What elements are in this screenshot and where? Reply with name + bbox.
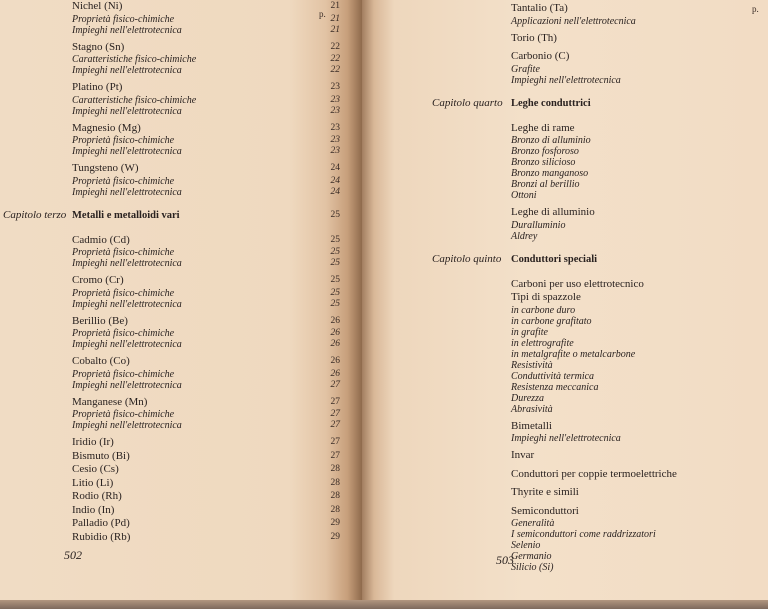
toc-entry [0, 490, 340, 504]
entry-page-number: 24 [330, 163, 340, 173]
entry-text: Invar [511, 449, 535, 461]
entry-page-number: 28 [330, 464, 340, 474]
toc-entry [0, 355, 340, 369]
entry-text: Leghe di alluminio [511, 206, 595, 218]
entry-page-number: 21 [330, 24, 340, 35]
chapter-heading [0, 209, 340, 229]
entry-text: Proprietà fisico-chimiche [72, 368, 175, 380]
toc-subentry [0, 420, 340, 431]
entry-text: Carbonio (C) [511, 50, 570, 62]
toc-entry-group [0, 315, 340, 351]
chapter-heading [362, 253, 768, 273]
entry-text: Cadmio (Cd) [72, 233, 130, 246]
toc-subentry [362, 518, 768, 529]
toc-entry-group [362, 206, 768, 242]
entry-page-number: 28 [330, 504, 340, 515]
toc-subentry [362, 371, 768, 382]
entry-page-number: 29 [330, 518, 340, 528]
page-label: p. [319, 9, 326, 19]
entry-text: Impieghi nell'elettrotecnica [72, 420, 182, 431]
table-edge [0, 600, 768, 609]
entry-page-number: 22 [330, 54, 340, 64]
entry-text: Semiconduttori [511, 504, 579, 517]
entry-page-number: 27 [330, 396, 340, 407]
entry-page-number: 23 [330, 105, 340, 116]
entry-text: Cromo (Cr) [72, 274, 124, 286]
toc-entry [362, 32, 768, 46]
entry-text: in grafite [511, 326, 548, 338]
entry-page-number: 23 [330, 135, 340, 145]
entry-text: Impieghi nell'elettrotecnica [511, 433, 621, 444]
toc-subentry [362, 382, 768, 393]
entry-text: Indio (In) [72, 503, 115, 516]
entry-text: Generalità [511, 518, 555, 529]
entry-text: Resistenza meccanica [511, 381, 599, 393]
entry-page-number: 27 [330, 379, 340, 390]
toc-subentry [362, 433, 768, 444]
toc-entry-group [362, 486, 768, 500]
entry-text: Proprietà fisico-chimiche [72, 247, 175, 258]
toc-entry [362, 291, 768, 305]
entry-text: Cobalto (Co) [72, 355, 130, 367]
entry-text: Magnesio (Mg) [72, 121, 141, 134]
toc-entry [0, 162, 340, 176]
toc-entry [362, 206, 768, 220]
toc-entry-group [362, 50, 768, 86]
right-page [362, 0, 768, 600]
entry-text: Bronzo manganoso [511, 168, 589, 179]
toc-subentry [0, 176, 340, 187]
entry-text: Carboni per uso elettrotecnico [511, 277, 644, 290]
toc-subentry [0, 187, 340, 198]
chapter-label: Capitolo terzo [3, 208, 67, 221]
entry-page-number: 28 [330, 477, 340, 488]
toc-subentry [0, 65, 340, 76]
entry-page-number: 25 [330, 234, 340, 245]
chapter-heading [362, 97, 768, 117]
toc-entry-group [0, 162, 340, 198]
entry-text: Palladio (Pd) [72, 517, 130, 529]
toc-subentry [362, 64, 768, 75]
toc-entry [0, 396, 340, 410]
toc-subentry [0, 146, 340, 157]
entry-text: Bismuto (Bi) [72, 449, 130, 462]
toc-subentry [362, 349, 768, 360]
toc-subentry [0, 106, 340, 117]
chapter-title [0, 209, 340, 229]
entry-text: in carbone duro [511, 304, 576, 316]
entry-text: Bronzo di alluminio [511, 135, 591, 146]
entry-text: Bronzo silicioso [511, 157, 576, 168]
entry-text: Impieghi nell'elettrotecnica [511, 74, 621, 86]
entry-text: Conduttori per coppie termoelettriche [511, 467, 677, 480]
toc-subentry [362, 146, 768, 157]
entry-text: Iridio (Ir) [72, 436, 114, 448]
toc-right-column [362, 2, 768, 578]
entry-page-number: 26 [330, 368, 340, 379]
entry-page-number: 23 [330, 94, 340, 105]
chapter-title [362, 97, 768, 117]
entry-text: Duralluminio [511, 219, 566, 231]
entry-text: Impieghi nell'elettrotecnica [72, 65, 182, 76]
toc-entry-group [0, 436, 340, 544]
entry-text: Abrasività [511, 403, 553, 415]
entry-text: Aldrey [511, 230, 538, 242]
toc-entry [0, 463, 340, 477]
toc-subentry [362, 135, 768, 146]
entry-page-number: 27 [330, 409, 340, 419]
entry-text: Impieghi nell'elettrotecnica [72, 186, 182, 198]
entry-page-number: 26 [330, 315, 340, 326]
entry-text: Bimetalli [511, 419, 552, 432]
toc-subentry [0, 328, 340, 339]
toc-entry [362, 2, 768, 16]
toc-subentry [362, 316, 768, 327]
page-number-folio: 503 [496, 553, 514, 567]
entry-text: Proprietà fisico-chimiche [72, 409, 175, 420]
toc-subentry [362, 179, 768, 190]
toc-subentry [0, 14, 340, 25]
toc-subentry [362, 305, 768, 316]
entry-text: Proprietà fisico-chimiche [72, 328, 175, 339]
toc-entry-group [0, 274, 340, 310]
toc-entry [362, 122, 768, 136]
entry-text: Conduttività termica [511, 370, 595, 382]
chapter-label: Capitolo quinto [432, 252, 502, 265]
toc-subentry [0, 258, 340, 269]
entry-text: Silicio (Si) [511, 562, 554, 573]
entry-text: Tantalio (Ta) [511, 2, 568, 14]
entry-text: Impieghi nell'elettrotecnica [72, 339, 182, 350]
entry-page-number: 22 [330, 41, 340, 52]
entry-text: Proprietà fisico-chimiche [72, 175, 175, 187]
toc-entry [0, 531, 340, 545]
toc-subentry [362, 16, 768, 27]
left-page [0, 0, 362, 600]
entry-text: Impieghi nell'elettrotecnica [72, 258, 182, 269]
toc-subentry [362, 360, 768, 371]
toc-entry-group [0, 81, 340, 117]
entry-text: Ottoni [511, 190, 537, 201]
entry-page-number: 23 [330, 82, 340, 92]
chapter-label: Capitolo quarto [432, 96, 503, 109]
entry-text: Nichel (Ni) [72, 0, 123, 12]
entry-text: Tungsteno (W) [72, 162, 139, 174]
entry-text: I semiconduttori come raddrizzatori [511, 529, 656, 540]
toc-subentry [362, 190, 768, 201]
entry-page-number: 25 [330, 275, 340, 285]
entry-text: Leghe conduttrici [511, 97, 591, 109]
entry-page-number: 21 [330, 13, 340, 24]
entry-text: Proprietà fisico-chimiche [72, 287, 175, 299]
entry-text: Rubidio (Rb) [72, 530, 131, 543]
toc-entry-group [362, 468, 768, 482]
entry-text: Torio (Th) [511, 31, 557, 44]
entry-text: Proprietà fisico-chimiche [72, 135, 175, 146]
toc-entry [0, 436, 340, 450]
toc-subentry [362, 75, 768, 86]
toc-subentry [362, 540, 768, 551]
entry-text: Impieghi nell'elettrotecnica [72, 146, 182, 157]
toc-subentry [0, 247, 340, 258]
toc-subentry [362, 327, 768, 338]
entry-text: Litio (Li) [72, 476, 114, 489]
entry-text: Impieghi nell'elettrotecnica [72, 298, 182, 310]
toc-subentry [362, 551, 768, 562]
entry-text: Grafite [511, 63, 540, 75]
toc-entry [0, 517, 340, 531]
toc-subentry [362, 393, 768, 404]
entry-text: Caratteristiche fisico-chimiche [72, 54, 197, 65]
toc-entry [0, 81, 340, 95]
toc-subentry [362, 168, 768, 179]
entry-page-number: 23 [330, 122, 340, 133]
toc-entry-group [0, 396, 340, 432]
page-label: p. [752, 4, 759, 14]
entry-text: Cesio (Cs) [72, 463, 119, 475]
entry-text: Durezza [511, 392, 544, 404]
entry-text: in elettrografite [511, 337, 574, 349]
toc-subentry [0, 288, 340, 299]
entry-text: Rodio (Rh) [72, 490, 122, 502]
toc-entry [362, 50, 768, 64]
entry-page-number: 26 [330, 328, 340, 338]
entry-page-number: 22 [330, 65, 340, 75]
toc-entry [0, 0, 340, 14]
entry-text: Metalli e metalloidi vari [72, 209, 180, 221]
entry-text: Impieghi nell'elettrotecnica [72, 105, 182, 117]
entry-text: Conduttori speciali [511, 253, 598, 265]
toc-entry [362, 278, 768, 292]
entry-page-number: 25 [330, 287, 340, 298]
toc-entry-group [0, 41, 340, 77]
toc-subentry [0, 25, 340, 36]
toc-left-column [0, 0, 340, 549]
toc-entry-group [362, 420, 768, 445]
entry-page-number: 25 [330, 209, 340, 220]
entry-text: Tipi di spazzole [511, 291, 581, 303]
toc-subentry [362, 562, 768, 573]
toc-subentry [0, 409, 340, 420]
toc-entry-group [0, 355, 340, 391]
entry-text: Applicazioni nell'elettrotecnica [511, 15, 636, 27]
toc-subentry [362, 338, 768, 349]
toc-subentry [0, 380, 340, 391]
toc-entry [0, 450, 340, 464]
toc-entry-group [362, 278, 768, 415]
toc-entry-group [362, 32, 768, 46]
toc-entry [362, 468, 768, 482]
toc-subentry [0, 95, 340, 106]
entry-text: in metalgrafite o metalcarbone [511, 348, 636, 360]
toc-entry [0, 477, 340, 491]
toc-entry-group [0, 0, 340, 36]
entry-text: Resistività [511, 359, 553, 371]
toc-entry [362, 505, 768, 519]
toc-entry [0, 315, 340, 329]
entry-page-number: 23 [330, 146, 340, 156]
toc-subentry [362, 157, 768, 168]
entry-text: Bronzi al berillio [511, 179, 580, 190]
entry-page-number: 24 [330, 175, 340, 186]
entry-text: Leghe di rame [511, 121, 575, 134]
toc-subentry [0, 339, 340, 350]
entry-page-number: 25 [330, 298, 340, 309]
entry-page-number: 21 [330, 1, 340, 11]
toc-subentry [362, 220, 768, 231]
entry-page-number: 28 [330, 491, 340, 501]
toc-subentry [362, 231, 768, 242]
toc-entry [362, 420, 768, 434]
toc-entry [362, 449, 768, 463]
entry-text: Bronzo fosforoso [511, 146, 579, 157]
entry-text: Selenio [511, 540, 541, 551]
toc-entry-group [362, 449, 768, 463]
toc-entry-group [362, 122, 768, 202]
entry-text: Manganese (Mn) [72, 395, 148, 408]
toc-subentry [0, 299, 340, 310]
entry-page-number: 27 [330, 437, 340, 447]
entry-text: Impieghi nell'elettrotecnica [72, 379, 182, 391]
entry-page-number: 24 [330, 186, 340, 197]
entry-text: Proprietà fisico-chimiche [72, 13, 175, 25]
entry-text: Platino (Pt) [72, 81, 123, 93]
toc-subentry [362, 404, 768, 415]
entry-page-number: 27 [330, 450, 340, 461]
toc-entry-group [362, 2, 768, 27]
toc-subentry [0, 54, 340, 65]
toc-entry-group [362, 505, 768, 574]
entry-page-number: 29 [330, 531, 340, 542]
entry-text: Berillio (Be) [72, 314, 128, 327]
chapter-title [362, 253, 768, 273]
toc-entry [0, 234, 340, 248]
entry-text: Caratteristiche fisico-chimiche [72, 94, 197, 106]
toc-entry [0, 504, 340, 518]
entry-text: Germanio [511, 551, 552, 562]
toc-entry [362, 486, 768, 500]
toc-entry-group [0, 122, 340, 158]
entry-text: in carbone grafitato [511, 315, 592, 327]
toc-entry-group [0, 234, 340, 270]
entry-page-number: 25 [330, 247, 340, 257]
entry-page-number: 25 [330, 258, 340, 268]
entry-page-number: 27 [330, 420, 340, 430]
toc-subentry [0, 369, 340, 380]
toc-entry [0, 41, 340, 55]
entry-page-number: 26 [330, 339, 340, 349]
toc-subentry [0, 135, 340, 146]
toc-entry [0, 274, 340, 288]
entry-text: Thyrite e simili [511, 486, 579, 498]
toc-entry [0, 122, 340, 136]
toc-subentry [362, 529, 768, 540]
page-number-folio: 502 [64, 548, 82, 562]
entry-page-number: 26 [330, 356, 340, 366]
entry-text: Stagno (Sn) [72, 40, 125, 53]
entry-text: Impieghi nell'elettrotecnica [72, 24, 182, 36]
